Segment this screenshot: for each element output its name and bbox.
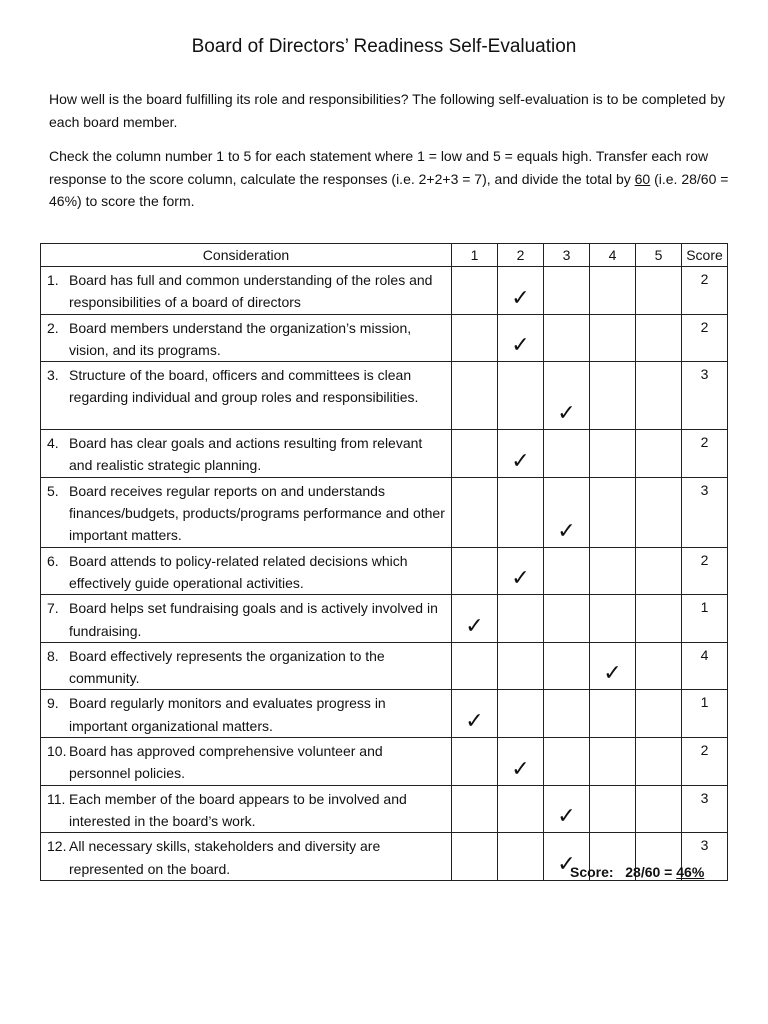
rating-cell-5[interactable] [636, 738, 682, 786]
item-number: 1. [47, 272, 59, 288]
intro-paragraph: How well is the board fulfilling its role and responsibilities? The following self-evaluation is to be completed by each board member. [49, 91, 725, 130]
total-score-label: Score: [570, 864, 614, 880]
rating-cell-3[interactable] [544, 314, 590, 362]
score-cell: 3 [682, 477, 728, 547]
check-icon: ✓ [603, 661, 622, 687]
item-text: Board has full and common understanding of the roles and responsibilities of a board of directors [69, 272, 433, 311]
rating-cell-2[interactable] [498, 595, 544, 643]
item-number: 6. [47, 552, 59, 569]
item-text: Board receives regular reports on and understands finances/budgets, products/programs performance and other important matters. [69, 482, 445, 544]
rating-cell-4[interactable] [590, 314, 636, 362]
rating-cell-5[interactable] [636, 362, 682, 430]
rating-cell-3[interactable] [544, 430, 590, 478]
rating-cell-2[interactable] [498, 833, 544, 881]
score-cell: 1 [682, 690, 728, 738]
rating-cell-3[interactable] [544, 547, 590, 595]
rating-cell-1[interactable] [452, 267, 498, 315]
check-icon: ✓ [557, 804, 576, 830]
rating-cell-2[interactable] [498, 477, 544, 547]
total-score [570, 864, 704, 880]
rating-cell-4[interactable] [590, 738, 636, 786]
rating-cell-1[interactable] [452, 314, 498, 362]
consideration-cell [41, 595, 452, 643]
table-row [41, 738, 728, 786]
header-5: 5 [636, 244, 682, 267]
rating-cell-3[interactable] [544, 785, 590, 833]
rating-cell-3[interactable] [544, 477, 590, 547]
item-text: Board effectively represents the organization to the community. [69, 647, 385, 687]
item-number: 8. [47, 647, 59, 664]
rating-cell-1[interactable] [452, 477, 498, 547]
check-icon: ✓ [511, 285, 530, 311]
item-number: 10. [47, 743, 67, 760]
rating-cell-4[interactable] [590, 547, 636, 595]
evaluation-table [40, 243, 728, 881]
check-icon: ✓ [511, 448, 530, 474]
rating-cell-4[interactable] [590, 362, 636, 430]
item-number: 9. [47, 695, 59, 712]
rating-cell-2[interactable] [498, 785, 544, 833]
rating-cell-4[interactable] [590, 642, 636, 690]
rating-cell-5[interactable] [636, 430, 682, 478]
rating-cell-2[interactable] [498, 690, 544, 738]
rating-cell-2[interactable] [498, 547, 544, 595]
total-score-value: 28/60 = [625, 864, 673, 880]
rating-cell-3[interactable] [544, 642, 590, 690]
table-row [41, 690, 728, 738]
rating-cell-1[interactable] [452, 738, 498, 786]
score-cell: 2 [682, 314, 728, 362]
item-text: Board attends to policy-related related decisions which effectively guide operational activities. [69, 552, 408, 591]
rating-cell-3[interactable] [544, 267, 590, 315]
score-cell: 2 [682, 430, 728, 478]
instructions-paragraph [49, 145, 729, 213]
rating-cell-3[interactable] [544, 362, 590, 430]
item-text: Board has clear goals and actions resulting from relevant and realistic strategic planning. [69, 435, 423, 474]
check-icon: ✓ [557, 518, 576, 544]
rating-cell-3[interactable] [544, 690, 590, 738]
check-icon: ✓ [511, 566, 530, 592]
score-cell: 3 [682, 785, 728, 833]
table-row [41, 785, 728, 833]
score-cell: 2 [682, 267, 728, 315]
table-header-row [41, 244, 728, 267]
rating-cell-2[interactable] [498, 738, 544, 786]
consideration-cell [41, 690, 452, 738]
item-text: Structure of the board, officers and committees is clean regarding individual and group roles and responsibilities. [69, 367, 419, 406]
rating-cell-5[interactable] [636, 314, 682, 362]
rating-cell-5[interactable] [636, 785, 682, 833]
rating-cell-1[interactable] [452, 690, 498, 738]
rating-cell-4[interactable] [590, 690, 636, 738]
rating-cell-2[interactable] [498, 267, 544, 315]
rating-cell-4[interactable] [590, 267, 636, 315]
consideration-cell [41, 267, 452, 315]
rating-cell-4[interactable] [590, 430, 636, 478]
rating-cell-3[interactable] [544, 595, 590, 643]
header-1: 1 [452, 244, 498, 267]
item-text: Board regularly monitors and evaluates progress in important organizational matters. [69, 695, 386, 734]
rating-cell-2[interactable] [498, 362, 544, 430]
header-2: 2 [498, 244, 544, 267]
item-number: 2. [47, 319, 59, 336]
table-row [41, 642, 728, 690]
consideration-cell [41, 785, 452, 833]
consideration-cell [41, 314, 452, 362]
rating-cell-1[interactable] [452, 547, 498, 595]
instructions-text: Check the column number 1 to 5 for each statement where 1 = low and 5 = equals high. Transfer each row response to the score column, calculate the responses (i.e. 2+2+3 = 7), and divide the total by [49, 148, 709, 187]
instructions-divisor: 60 [634, 170, 651, 187]
table-row [41, 430, 728, 478]
rating-cell-1[interactable] [452, 785, 498, 833]
table-row [41, 362, 728, 430]
rating-cell-2[interactable] [498, 430, 544, 478]
rating-cell-5[interactable] [636, 642, 682, 690]
consideration-cell [41, 547, 452, 595]
table-row [41, 314, 728, 362]
rating-cell-1[interactable] [452, 642, 498, 690]
document-title: Board of Directors’ Readiness Self-Evaluation [191, 36, 577, 57]
header-consideration: Consideration [41, 244, 452, 267]
rating-cell-4[interactable] [590, 477, 636, 547]
score-cell: 3 [682, 362, 728, 430]
check-icon: ✓ [465, 709, 484, 735]
score-cell: 3 [682, 833, 728, 881]
table-row [41, 547, 728, 595]
table-row [41, 477, 728, 547]
rating-cell-1[interactable] [452, 362, 498, 430]
item-text: Board helps set fundraising goals and is actively involved in fundraising. [69, 600, 438, 639]
rating-cell-4[interactable] [590, 595, 636, 643]
rating-cell-5[interactable] [636, 267, 682, 315]
item-text: Board members understand the organization’s mission, vision, and its programs. [69, 319, 412, 358]
rating-cell-1[interactable] [452, 595, 498, 643]
score-cell: 2 [682, 738, 728, 786]
check-icon: ✓ [511, 756, 530, 782]
rating-cell-3[interactable] [544, 738, 590, 786]
score-cell: 4 [682, 642, 728, 690]
rating-cell-1[interactable] [452, 833, 498, 881]
item-number: 7. [47, 600, 59, 617]
item-number: 4. [47, 435, 59, 452]
rating-cell-5[interactable] [636, 477, 682, 547]
total-score-percent: 46% [676, 864, 705, 880]
item-number: 5. [47, 482, 59, 499]
rating-cell-4[interactable] [590, 785, 636, 833]
consideration-cell [41, 642, 452, 690]
header-score: Score [682, 244, 728, 267]
check-icon: ✓ [465, 613, 484, 639]
consideration-cell [41, 430, 452, 478]
item-number: 3. [47, 367, 59, 384]
instructions-text-end: (i.e. 28/60 = 46%) to score the form. [49, 170, 729, 209]
rating-cell-5[interactable] [636, 547, 682, 595]
item-text: Each member of the board appears to be involved and interested in the board’s work. [69, 790, 407, 829]
rating-cell-1[interactable] [452, 430, 498, 478]
check-icon: ✓ [511, 333, 530, 359]
rating-cell-2[interactable] [498, 642, 544, 690]
table-row [41, 595, 728, 643]
check-icon: ✓ [557, 401, 576, 427]
item-number: 11. [47, 790, 66, 807]
consideration-cell [41, 477, 452, 547]
score-cell: 1 [682, 595, 728, 643]
table-row [41, 267, 728, 315]
consideration-cell [41, 833, 452, 881]
rating-cell-5[interactable] [636, 690, 682, 738]
consideration-cell [41, 738, 452, 786]
rating-cell-2[interactable] [498, 314, 544, 362]
consideration-cell [41, 362, 452, 430]
header-3: 3 [544, 244, 590, 267]
rating-cell-5[interactable] [636, 595, 682, 643]
item-text: All necessary skills, stakeholders and diversity are represented on the board. [69, 838, 381, 877]
header-4: 4 [590, 244, 636, 267]
item-text: Board has approved comprehensive volunteer and personnel policies. [69, 743, 383, 782]
item-number: 12. [47, 838, 67, 855]
check-icon: ✓ [557, 851, 576, 877]
score-cell: 2 [682, 547, 728, 595]
